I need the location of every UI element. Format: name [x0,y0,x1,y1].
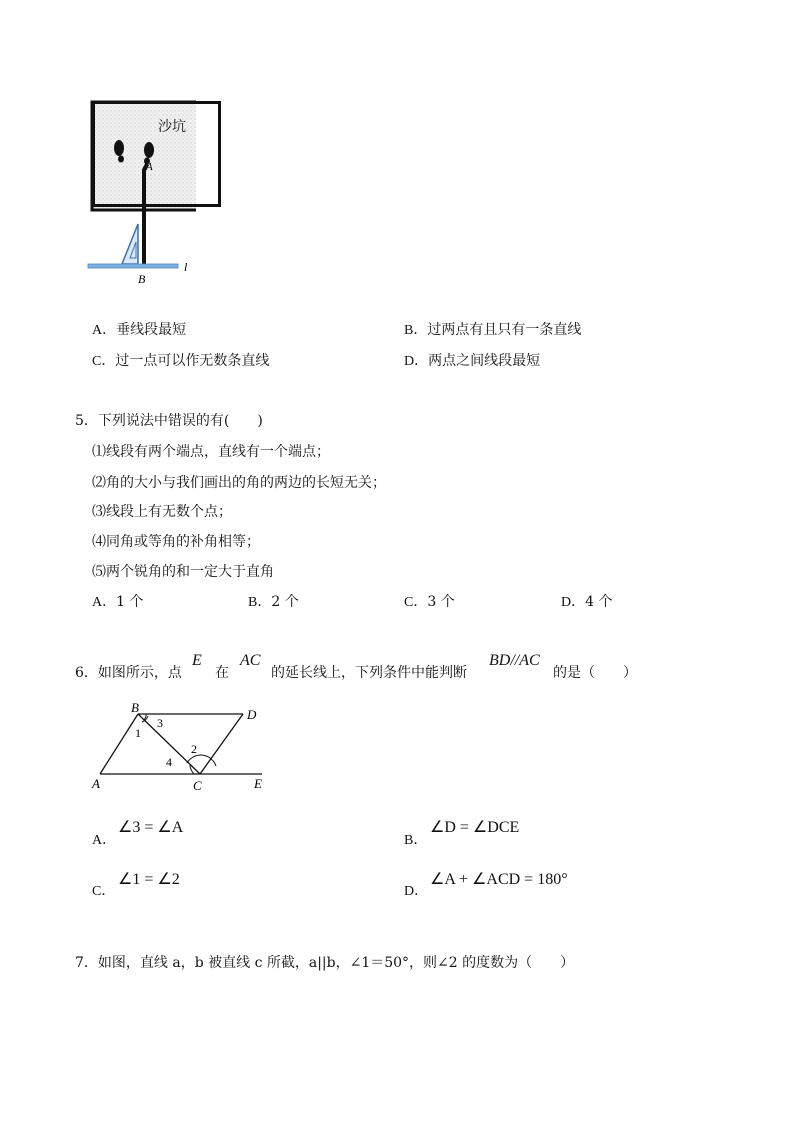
q6-option-a-label[interactable]: A． [92,833,117,848]
q6-option-c-label[interactable]: C． [92,884,116,899]
q4-option-d[interactable]: D．两点之间线段最短 [404,353,541,369]
q6-option-d-expr[interactable]: ∠A + ∠ACD = 180° [430,871,568,888]
angle-3-label: 3 [157,716,163,730]
line-l [88,264,178,268]
q7-stem: 7．如图，直线 a，b 被直线 c 所截，a||b，∠1＝50°，则∠2 的度数为（ ） [75,955,575,971]
label-b: B [131,700,139,715]
angle-1-label: 1 [135,726,141,740]
q5-item-4: ⑷同角或等角的补角相等； [92,534,260,550]
line-cd [200,714,243,774]
line-ab [100,714,138,774]
label-c: C [193,778,202,793]
q6-segment-ac: AC [240,652,261,669]
point-a-label: A [146,161,153,173]
q6-option-b-label[interactable]: B． [404,833,428,848]
q6-parallel-expr: BD//AC [489,652,540,669]
q6-option-a-expr[interactable]: ∠3 = ∠A [118,819,184,836]
q5-item-3: ⑶线段上有无数个点； [92,504,232,520]
q4-option-c[interactable]: C．过一点可以作无数条直线 [92,353,270,369]
line-l-label: l [184,260,188,274]
q4-option-a[interactable]: A．垂线段最短 [92,322,187,338]
q5-item-1: ⑴线段有两个端点，直线有一个端点； [92,444,330,460]
q5-stem: 5．下列说法中错误的有( ) [75,413,263,429]
q6-stem-part4: 的是（ ） [553,665,637,681]
q6-diagram [90,700,270,796]
sandpit-frame [92,101,221,207]
q6-stem-part3: 的延长线上，下列条件中能判断 [271,665,467,681]
label-a: A [92,776,100,791]
sandpit-label: 沙坑 [158,119,186,135]
q6-option-b-expr[interactable]: ∠D = ∠DCE [430,819,520,836]
q6-stem-part1: 6．如图所示，点 [75,665,182,681]
q5-option-a[interactable]: A．1 个 [92,594,144,610]
q5-option-c[interactable]: C．3 个 [404,594,455,610]
q6-parallelogram-figure [90,700,270,796]
q5-option-b[interactable]: B．2 个 [248,594,299,610]
q6-stem-part2: 在 [215,665,229,681]
label-d: D [247,707,257,722]
q6-option-c-expr[interactable]: ∠1 = ∠2 [118,871,180,888]
q5-option-d[interactable]: D．4 个 [561,594,613,610]
q4-option-b[interactable]: B．过两点有且只有一条直线 [404,322,582,338]
q6-option-d-label[interactable]: D． [404,884,429,899]
label-e: E [254,776,262,791]
point-b-label: B [138,272,146,286]
q5-item-2: ⑵角的大小与我们画出的角的两边的长短无关； [92,475,386,491]
angle-2-label: 2 [191,742,197,756]
angle-4-label: 4 [166,755,172,769]
q5-item-5: ⑸两个锐角的和一定大于直角 [92,564,274,580]
q6-point-e: E [192,652,202,669]
